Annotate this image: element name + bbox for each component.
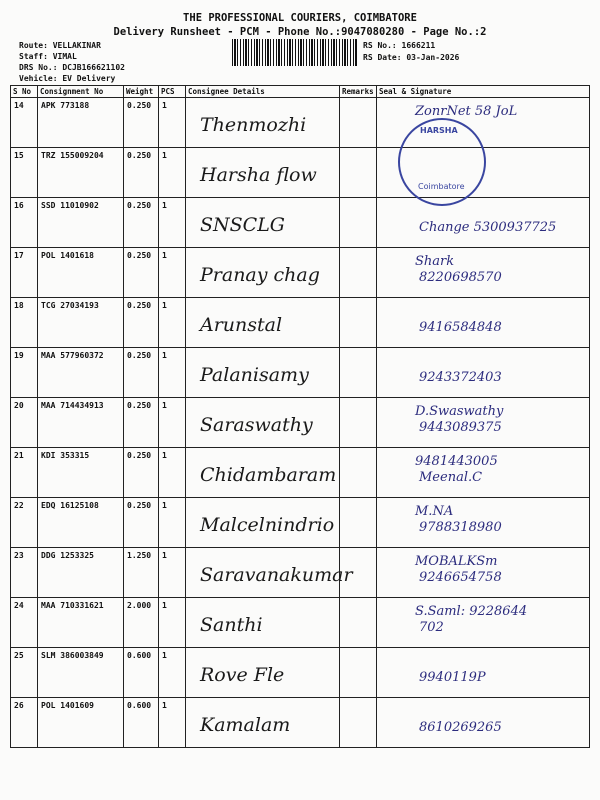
pcs-cell: 1	[159, 148, 186, 198]
consignee-handwritten-name: Malcelnindrio	[200, 514, 335, 536]
remarks-cell	[340, 348, 377, 398]
table-row	[11, 298, 590, 348]
weight-cell: 0.250	[124, 198, 159, 248]
signature-phone: 9243372403	[419, 370, 502, 385]
pcs-cell: 1	[159, 448, 186, 498]
consignment-cell: EDQ 16125108	[38, 498, 124, 548]
consignee-handwritten-name: Thenmozhi	[200, 114, 307, 136]
consignment-cell: TCG 27034193	[38, 298, 124, 348]
table-row	[11, 148, 590, 198]
consignee-cell	[186, 398, 340, 448]
pcs-cell: 1	[159, 298, 186, 348]
weight-cell: 0.250	[124, 348, 159, 398]
signature-phone: 9416584848	[419, 320, 502, 335]
sno-cell: 22	[11, 498, 38, 548]
table-row	[11, 548, 590, 598]
weight-cell: 0.250	[124, 248, 159, 298]
signature-cell	[377, 298, 590, 348]
consignment-cell: MAA 710331621	[38, 598, 124, 648]
signature-phone: 8220698570	[419, 270, 502, 285]
table-row	[11, 698, 590, 748]
col-sno: S No	[11, 86, 38, 98]
pcs-cell: 1	[159, 698, 186, 748]
consignee-handwritten-name: Arunstal	[200, 314, 283, 336]
table-row	[11, 198, 590, 248]
consignment-cell: SSD 11010902	[38, 198, 124, 248]
seal-text-bottom: Coimbatore	[418, 182, 465, 191]
remarks-cell	[340, 198, 377, 248]
signature-phone: Change 5300937725	[419, 220, 557, 235]
table-row	[11, 348, 590, 398]
consignee-handwritten-name: Palanisamy	[200, 364, 309, 386]
consignment-cell: POL 1401609	[38, 698, 124, 748]
consignee-cell	[186, 298, 340, 348]
signature-cell	[377, 248, 590, 298]
signature-cell	[377, 498, 590, 548]
signature-cell	[377, 698, 590, 748]
sno-cell: 21	[11, 448, 38, 498]
consignee-cell	[186, 548, 353, 598]
signature-phone: 9940119P	[419, 670, 486, 685]
signature-cell	[377, 448, 590, 498]
remarks-cell	[340, 598, 377, 648]
col-remarks: Remarks	[340, 86, 377, 98]
consignee-cell	[186, 198, 340, 248]
signature-cell	[377, 348, 590, 398]
rs-number: RS No.: 1666211	[363, 41, 436, 50]
weight-cell: 0.250	[124, 448, 159, 498]
pcs-cell: 1	[159, 248, 186, 298]
sno-cell: 17	[11, 248, 38, 298]
consignee-cell	[186, 348, 340, 398]
remarks-cell	[340, 248, 377, 298]
signature-text: 9481443005	[415, 454, 498, 469]
barcode	[232, 39, 357, 66]
consignment-cell: POL 1401618	[38, 248, 124, 298]
signature-cell	[377, 648, 590, 698]
staff-label: Staff: VIMAL	[19, 52, 77, 61]
pcs-cell: 1	[159, 598, 186, 648]
route-label: Route: VELLAKINAR	[19, 41, 101, 50]
weight-cell: 0.250	[124, 148, 159, 198]
sno-cell: 26	[11, 698, 38, 748]
sno-cell: 24	[11, 598, 38, 648]
pcs-cell: 1	[159, 348, 186, 398]
pcs-cell: 1	[159, 548, 186, 598]
table-row	[11, 398, 590, 448]
consignee-handwritten-name: Saraswathy	[200, 414, 313, 436]
weight-cell: 0.250	[124, 398, 159, 448]
pcs-cell: 1	[159, 498, 186, 548]
signature-phone: 8610269265	[419, 720, 502, 735]
signature-phone: 9246654758	[419, 570, 502, 585]
consignee-handwritten-name: Rove Fle	[200, 664, 285, 686]
consignee-cell	[186, 598, 340, 648]
remarks-cell	[340, 98, 377, 148]
pcs-cell: 1	[159, 648, 186, 698]
remarks-cell	[340, 398, 377, 448]
consignee-cell	[186, 498, 340, 548]
remarks-cell	[340, 448, 377, 498]
table-row	[11, 598, 590, 648]
consignment-cell: KDI 353315	[38, 448, 124, 498]
pcs-cell: 1	[159, 98, 186, 148]
signature-cell	[377, 598, 590, 648]
sno-cell: 16	[11, 198, 38, 248]
weight-cell: 0.600	[124, 648, 159, 698]
consignee-handwritten-name: Kamalam	[200, 714, 291, 736]
signature-phone: 9443089375	[419, 420, 502, 435]
table-row	[11, 448, 590, 498]
signature-cell	[377, 198, 590, 248]
col-consignment: Consignment No	[38, 86, 124, 98]
sno-cell: 25	[11, 648, 38, 698]
remarks-cell	[340, 648, 377, 698]
consignee-cell	[186, 448, 340, 498]
weight-cell: 2.000	[124, 598, 159, 648]
signature-text: Shark	[415, 254, 455, 269]
col-weight: Weight	[124, 86, 159, 98]
weight-cell: 0.250	[124, 98, 159, 148]
vehicle-label: Vehicle: EV Delivery	[19, 74, 116, 83]
signature-text: S.Saml: 9228644	[415, 604, 528, 619]
table-row	[11, 498, 590, 548]
seal-text-top: HARSHA	[420, 126, 458, 135]
remarks-cell	[340, 698, 377, 748]
remarks-cell	[340, 298, 377, 348]
weight-cell: 0.250	[124, 298, 159, 348]
consignee-handwritten-name: Pranay chag	[200, 264, 320, 286]
signature-text: ZonrNet 58 JoL	[415, 104, 518, 119]
remarks-cell	[340, 548, 377, 598]
col-pcs: PCS	[159, 86, 186, 98]
company-seal	[398, 118, 486, 206]
consignee-handwritten-name: SNSCLG	[200, 214, 285, 236]
signature-text: D.Swaswathy	[415, 404, 504, 419]
consignment-cell: MAA 714434913	[38, 398, 124, 448]
signature-text: MOBALKSm	[415, 554, 498, 569]
weight-cell: 0.250	[124, 498, 159, 548]
col-signature: Seal & Signature	[377, 86, 590, 98]
signature-cell	[377, 398, 590, 448]
company-title: THE PROFESSIONAL COURIERS, COIMBATORE	[183, 12, 417, 24]
sno-cell: 19	[11, 348, 38, 398]
consignee-cell	[186, 148, 340, 198]
consignment-cell: SLM 386003849	[38, 648, 124, 698]
col-consignee: Consignee Details	[186, 86, 340, 98]
table-row	[11, 98, 590, 148]
consignee-handwritten-name: Saravanakumar	[200, 564, 353, 586]
drs-label: DRS No.: DCJB166621102	[19, 63, 125, 72]
rs-date: RS Date: 03-Jan-2026	[363, 53, 460, 62]
sno-cell: 15	[11, 148, 38, 198]
signature-phone: 702	[419, 620, 444, 635]
pcs-cell: 1	[159, 398, 186, 448]
remarks-cell	[340, 148, 377, 198]
signature-phone: 9788318980	[419, 520, 502, 535]
consignee-cell	[186, 648, 340, 698]
consignment-cell: DDG 1253325	[38, 548, 124, 598]
consignee-cell	[186, 698, 340, 748]
table-row	[11, 648, 590, 698]
sno-cell: 23	[11, 548, 38, 598]
consignee-handwritten-name: Harsha flow	[200, 164, 317, 186]
consignee-handwritten-name: Santhi	[200, 614, 263, 636]
sno-cell: 18	[11, 298, 38, 348]
runsheet-table	[10, 85, 590, 748]
consignee-handwritten-name: Chidambaram	[200, 464, 337, 486]
signature-cell	[377, 548, 590, 598]
consignee-cell	[186, 98, 340, 148]
sno-cell: 14	[11, 98, 38, 148]
signature-text: M.NA	[415, 504, 454, 519]
consignment-cell: TRZ 155009204	[38, 148, 124, 198]
weight-cell: 0.600	[124, 698, 159, 748]
table-row	[11, 248, 590, 298]
sno-cell: 20	[11, 398, 38, 448]
remarks-cell	[340, 498, 377, 548]
table-header	[11, 86, 590, 98]
runsheet-subtitle: Delivery Runsheet - PCM - Phone No.:9047080280 - Page No.:2	[113, 26, 487, 38]
consignee-cell	[186, 248, 340, 298]
weight-cell: 1.250	[124, 548, 159, 598]
pcs-cell: 1	[159, 198, 186, 248]
consignment-cell: APK 773188	[38, 98, 124, 148]
consignment-cell: MAA 577960372	[38, 348, 124, 398]
signature-phone: Meenal.C	[419, 470, 483, 485]
